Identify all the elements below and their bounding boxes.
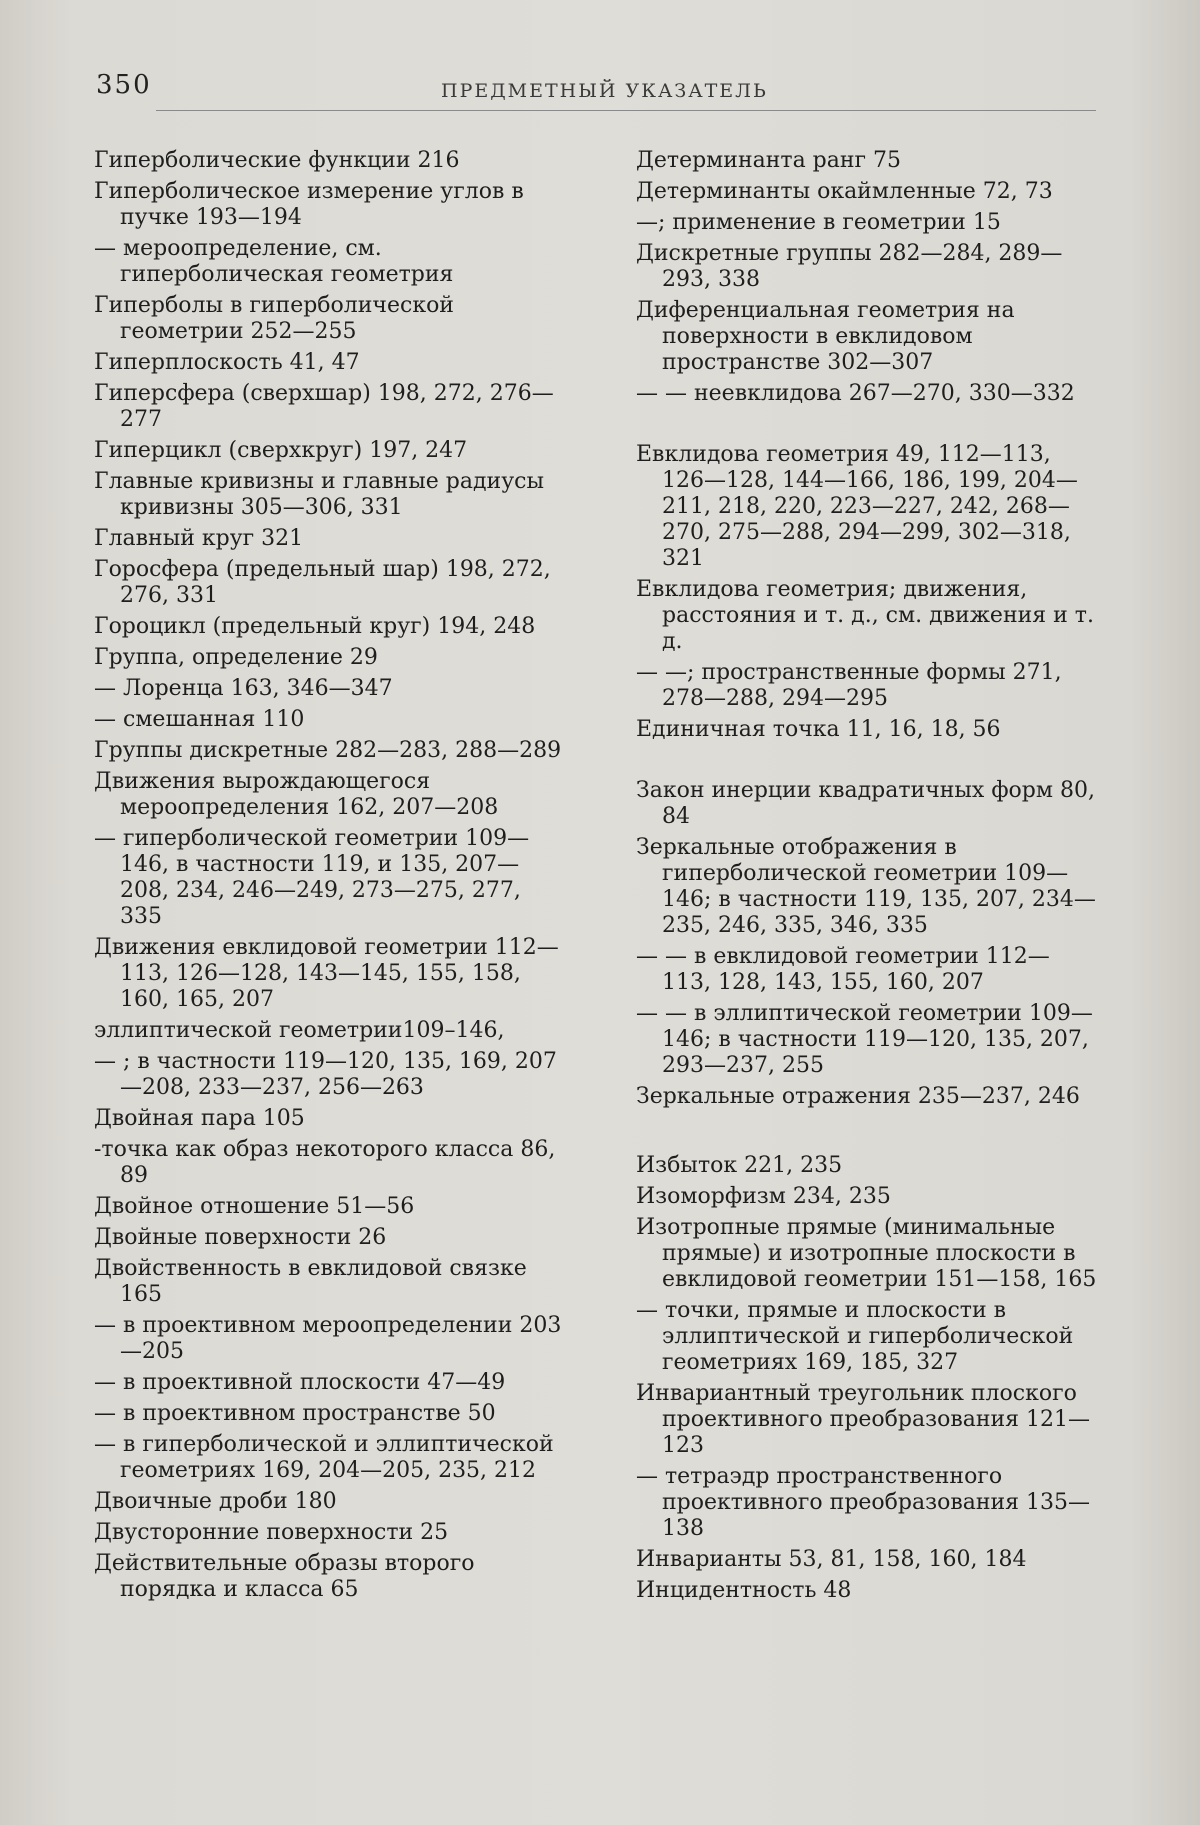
index-entry: — —; пространственные формы 271, 278—288, 294—295 xyxy=(636,660,1098,712)
index-entry: Гиперболы в гиперболической геометрии 252—255 xyxy=(94,293,564,345)
index-entry: — в проективном мероопределении 203—205 xyxy=(94,1313,564,1365)
index-entry: Диференциальная геометрия на поверхности в евклидовом пространстве 302—307 xyxy=(636,298,1098,376)
index-entry: — гиперболической геометрии 109—146, в частности 119, и 135, 207—208, 234, 246—249, 273—275, 277, 335 xyxy=(94,826,564,930)
index-entry: Гиперболические функции 216 xyxy=(94,148,564,174)
index-entry: —; применение в геометрии 15 xyxy=(636,210,1098,236)
index-entry: Избыток 221, 235 xyxy=(636,1153,1098,1179)
index-entry: — в гиперболической и эллиптической геометриях 169, 204—205, 235, 212 xyxy=(94,1432,564,1484)
book-page xyxy=(0,0,1200,1825)
index-entry: Двусторонние поверхности 25 xyxy=(94,1520,564,1546)
index-entry: — в проективном пространстве 50 xyxy=(94,1401,564,1427)
index-entry: Гиперплоскость 41, 47 xyxy=(94,350,564,376)
section-gap xyxy=(636,748,1098,778)
index-entry: Зеркальные отображения в гиперболической геометрии 109—146; в частности 119, 135, 207, 234—235, 246, 335, 346, 335 xyxy=(636,835,1098,939)
index-entry: Главные кривизны и главные радиусы кривизны 305—306, 331 xyxy=(94,469,564,521)
index-entry: — мероопределение, см. гиперболическая геометрия xyxy=(94,236,564,288)
index-entry: Двоичные дроби 180 xyxy=(94,1489,564,1515)
index-entry: — — неевклидова 267—270, 330—332 xyxy=(636,381,1098,407)
index-entry: — ; в частности 119—120, 135, 169, 207—208, 233—237, 256—263 xyxy=(94,1049,564,1101)
index-entry: Двойное отношение 51—56 xyxy=(94,1194,564,1220)
index-entry: Евклидова геометрия; движения, расстояния и т. д., см. движения и т. д. xyxy=(636,577,1098,655)
index-entry: — тетраэдр пространственного проективного преобразования 135—138 xyxy=(636,1464,1098,1542)
index-entry: Гиперсфера (сверхшар) 198, 272, 276—277 xyxy=(94,381,564,433)
index-column-right xyxy=(636,148,1098,1609)
index-entry: Закон инерции квадратичных форм 80, 84 xyxy=(636,778,1098,830)
index-entry: — Лоренца 163, 346—347 xyxy=(94,676,564,702)
index-entry: эллиптической геометрии109–146, xyxy=(94,1018,564,1044)
index-entry: Горосфера (предельный шар) 198, 272, 276, 331 xyxy=(94,557,564,609)
index-entry: Группы дискретные 282—283, 288—289 xyxy=(94,738,564,764)
index-entry: Детерминанты окаймленные 72, 73 xyxy=(636,179,1098,205)
index-entry: Движения евклидовой геометрии 112—113, 126—128, 143—145, 155, 158, 160, 165, 207 xyxy=(94,935,564,1013)
index-entry: -точка как образ некоторого класса 86, 89 xyxy=(94,1137,564,1189)
index-entry: Евклидова геометрия 49, 112—113, 126—128, 144—166, 186, 199, 204—211, 218, 220, 223—227, 242, 268—270, 275—288, 294—299, 302—318, 321 xyxy=(636,442,1098,572)
index-entry: Движения вырождающегося мероопределения 162, 207—208 xyxy=(94,769,564,821)
index-entry: Гиперболическое измерение углов в пучке 193—194 xyxy=(94,179,564,231)
index-entry: — смешанная 110 xyxy=(94,707,564,733)
index-entry: — — в эллиптической геометрии 109—146; в частности 119—120, 135, 207, 293—237, 255 xyxy=(636,1001,1098,1079)
index-entry: Главный круг 321 xyxy=(94,526,564,552)
running-title: ПРЕДМЕТНЫЙ УКАЗАТЕЛЬ xyxy=(441,80,768,102)
index-entry: Двойная пара 105 xyxy=(94,1106,564,1132)
index-entry: Дискретные группы 282—284, 289—293, 338 xyxy=(636,241,1098,293)
index-entry: Действительные образы второго порядка и класса 65 xyxy=(94,1551,564,1603)
index-entry: Изоморфизм 234, 235 xyxy=(636,1184,1098,1210)
index-entry: Группа, определение 29 xyxy=(94,645,564,671)
index-entry: Инвариантный треугольник плоского проективного преобразования 121—123 xyxy=(636,1381,1098,1459)
index-entry: Гороцикл (предельный круг) 194, 248 xyxy=(94,614,564,640)
section-gap xyxy=(636,1115,1098,1153)
index-entry: Инварианты 53, 81, 158, 160, 184 xyxy=(636,1547,1098,1573)
page-header xyxy=(96,70,1096,110)
index-entry: — в проективной плоскости 47—49 xyxy=(94,1370,564,1396)
section-gap xyxy=(636,412,1098,442)
page-number: 350 xyxy=(96,70,152,100)
index-entry: — точки, прямые и плоскости в эллиптической и гиперболической геометриях 169, 185, 327 xyxy=(636,1298,1098,1376)
index-entry: Двойные поверхности 26 xyxy=(94,1225,564,1251)
index-entry: Изотропные прямые (минимальные прямые) и изотропные плоскости в евклидовой геометрии 151—158, 165 xyxy=(636,1215,1098,1293)
header-rule xyxy=(156,110,1096,111)
index-entry: Единичная точка 11, 16, 18, 56 xyxy=(636,717,1098,743)
index-entry: Двойственность в евклидовой связке 165 xyxy=(94,1256,564,1308)
index-column-left xyxy=(94,148,564,1608)
index-entry: Гиперцикл (сверхкруг) 197, 247 xyxy=(94,438,564,464)
index-entry: Инцидентность 48 xyxy=(636,1578,1098,1604)
index-entry: — — в евклидовой геометрии 112—113, 128, 143, 155, 160, 207 xyxy=(636,944,1098,996)
index-entry: Детерминанта ранг 75 xyxy=(636,148,1098,174)
index-entry: Зеркальные отражения 235—237, 246 xyxy=(636,1084,1098,1110)
